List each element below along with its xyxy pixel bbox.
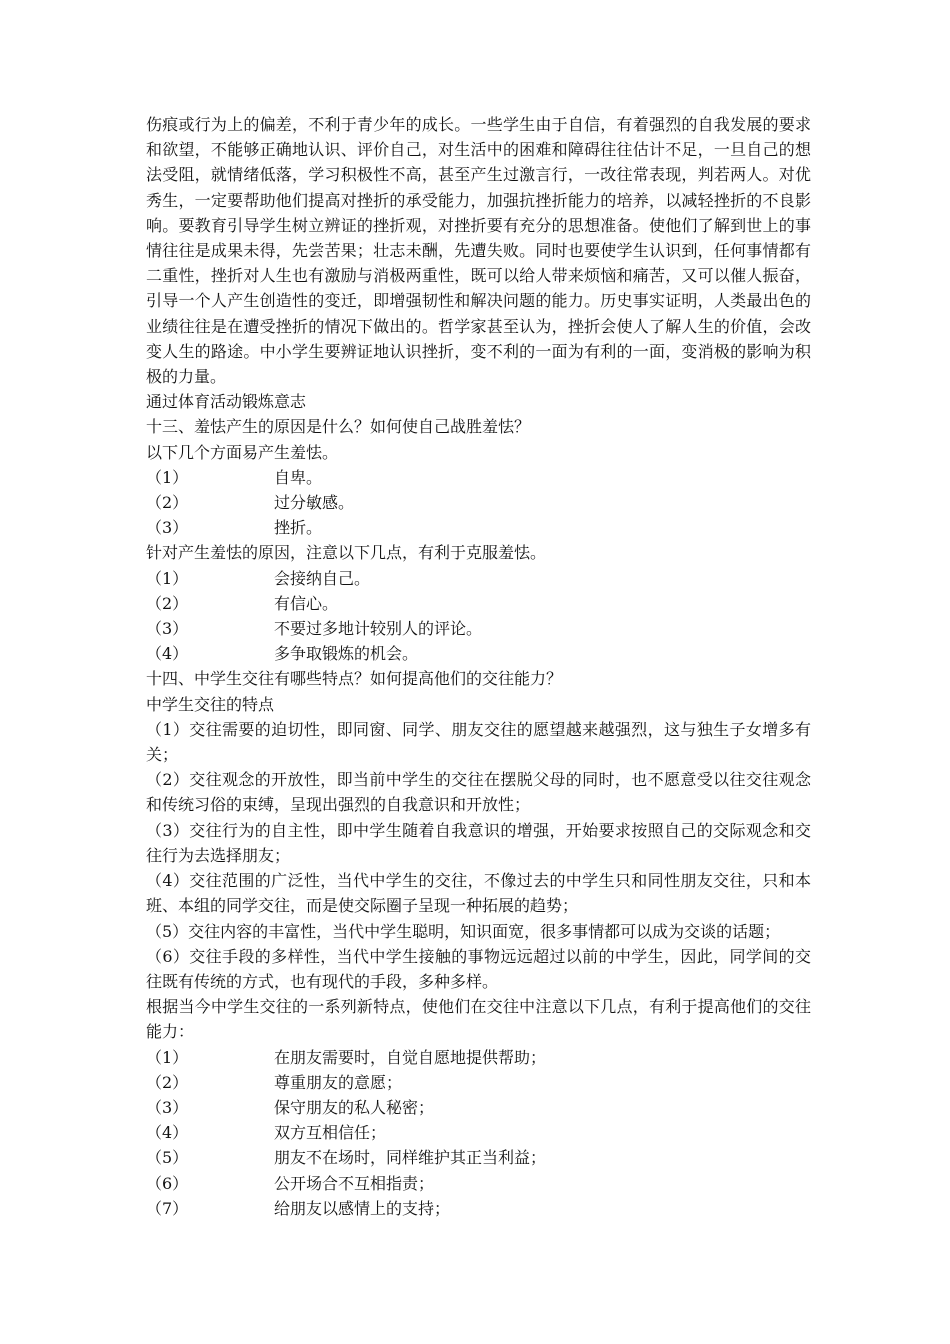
item-number: （4） [146,1123,189,1143]
item-number: （3） [146,619,189,639]
item-number: （6） [146,1173,189,1193]
feature-paragraph: （4）交往范围的广泛性，当代中学生的交往，不像过去的中学生只和同性朋友交往，只和本班、本组的同学交往，而是使交际圈子呈现一种拓展的趋势； [146,871,811,916]
item-text: 过分敏感。 [274,493,355,513]
features-title: 中学生交往的特点 [146,694,275,714]
list-item [146,1120,811,1145]
list-item [146,566,811,591]
item-number: （3） [146,518,189,538]
item-text: 在朋友需要时，自觉自愿地提供帮助； [274,1047,547,1067]
feature-paragraph: （1）交往需要的迫切性，即同窗、同学、朋友交往的愿望越来越强烈，这与独生子女增多有关； [146,719,811,765]
item-text: 公开场合不互相指责； [274,1173,435,1193]
list-item [146,1171,811,1196]
item-text: 双方互相信任； [274,1123,387,1143]
item-text: 保守朋友的私人秘密； [274,1097,435,1117]
item-text: 有信心。 [274,593,339,613]
document-body [146,112,811,1221]
list-item [146,490,811,515]
remedies-intro: 针对产生羞怯的原因，注意以下几点，有利于克服羞怯。 [146,543,547,563]
item-number: （5） [146,1148,189,1168]
list-item [146,616,811,641]
item-text: 会接纳自己。 [274,568,371,588]
item-number: （2） [146,1072,189,1092]
subheading-willpower: 通过体育活动锻炼意志 [146,392,307,412]
tips-intro: 根据当今中学生交往的一系列新特点，使他们在交往中注意以下几点，有利于提高他们的交往能力： [146,997,811,1042]
item-number: （7） [146,1198,189,1218]
item-text: 尊重朋友的意愿； [274,1072,403,1092]
item-text: 挫折。 [274,518,323,538]
list-item [146,1145,811,1170]
section-14-heading: 十四、中学生交往有哪些特点？如何提高他们的交往能力？ [146,669,563,689]
causes-intro: 以下几个方面易产生羞怯。 [146,442,339,462]
item-text: 不要过多地计较别人的评论。 [274,619,483,639]
list-item [146,515,811,540]
feature-paragraph: （2）交往观念的开放性，即当前中学生的交往在摆脱父母的同时，也不愿意受以往交往观念和传统习俗的束缚，呈现出强烈的自我意识和开放性； [146,770,811,815]
item-number: （2） [146,593,189,613]
item-number: （1） [146,568,189,588]
feature-paragraph: （5）交往内容的丰富性，当代中学生聪明，知识面宽，很多事情都可以成为交谈的话题； [146,921,781,941]
list-item [146,1070,811,1095]
item-text: 自卑。 [274,467,323,487]
section-13-heading: 十三、羞怯产生的原因是什么？如何使自己战胜羞怯？ [146,417,531,437]
item-text: 多争取锻炼的机会。 [274,644,419,664]
feature-paragraph: （6）交往手段的多样性，当代中学生接触的事物远远超过以前的中学生，因此，同学间的交往既有传统的方式，也有现代的手段，多种多样。 [146,946,811,991]
item-number: （4） [146,644,189,664]
item-text: 给朋友以感情上的支持； [274,1198,451,1218]
list-item [146,1196,811,1221]
list-item [146,591,811,616]
list-item [146,465,811,490]
item-number: （3） [146,1097,189,1117]
intro-paragraph: 伤痕或行为上的偏差，不利于青少年的成长。一些学生由于自信，有着强烈的自我发展的要求和欲望，不能够正确地认识、评价自己，对生活中的困难和障碍往往估计不足，一旦自己的想法受阻，就情绪低落，学习积极性不高，甚至产生过激言行，一改往常表现，判若两人。对优秀生，一定要帮助他们提高对挫折的承受能力，加强抗挫折能力的培养，以减轻挫折的不良影响。要教育引导学生树立辨证的挫折观，对挫折要有充分的思想准备。使他们了解到世上的事情往往是成果未得，先尝苦果；壮志未酬，先遭失败。同时也要使学生认识到，任何事情都有二重性，挫折对人生也有激励与消极两重性，既可以给人带来烦恼和痛苦，又可以催人振奋，引导一个人产生创造性的变迁，即增强韧性和解决问题的能力。历史事实证明，人类最出色的业绩往往是在遭受挫折的情况下做出的。哲学家甚至认为，挫折会使人了解人生的价值，会改变人生的路途。中小学生要辨证地认识挫折，变不利的一面为有利的一面，变消极的影响为积极的力量。 [146,115,811,387]
list-item [146,1095,811,1120]
item-text: 朋友不在场时，同样维护其正当利益； [274,1148,547,1168]
item-number: （1） [146,1047,189,1067]
item-number: （2） [146,493,189,513]
feature-paragraph: （3）交往行为的自主性，即中学生随着自我意识的增强，开始要求按照自己的交际观念和交往行为去选择朋友； [146,820,811,865]
list-item [146,641,811,666]
list-item [146,1045,811,1070]
item-number: （1） [146,467,189,487]
